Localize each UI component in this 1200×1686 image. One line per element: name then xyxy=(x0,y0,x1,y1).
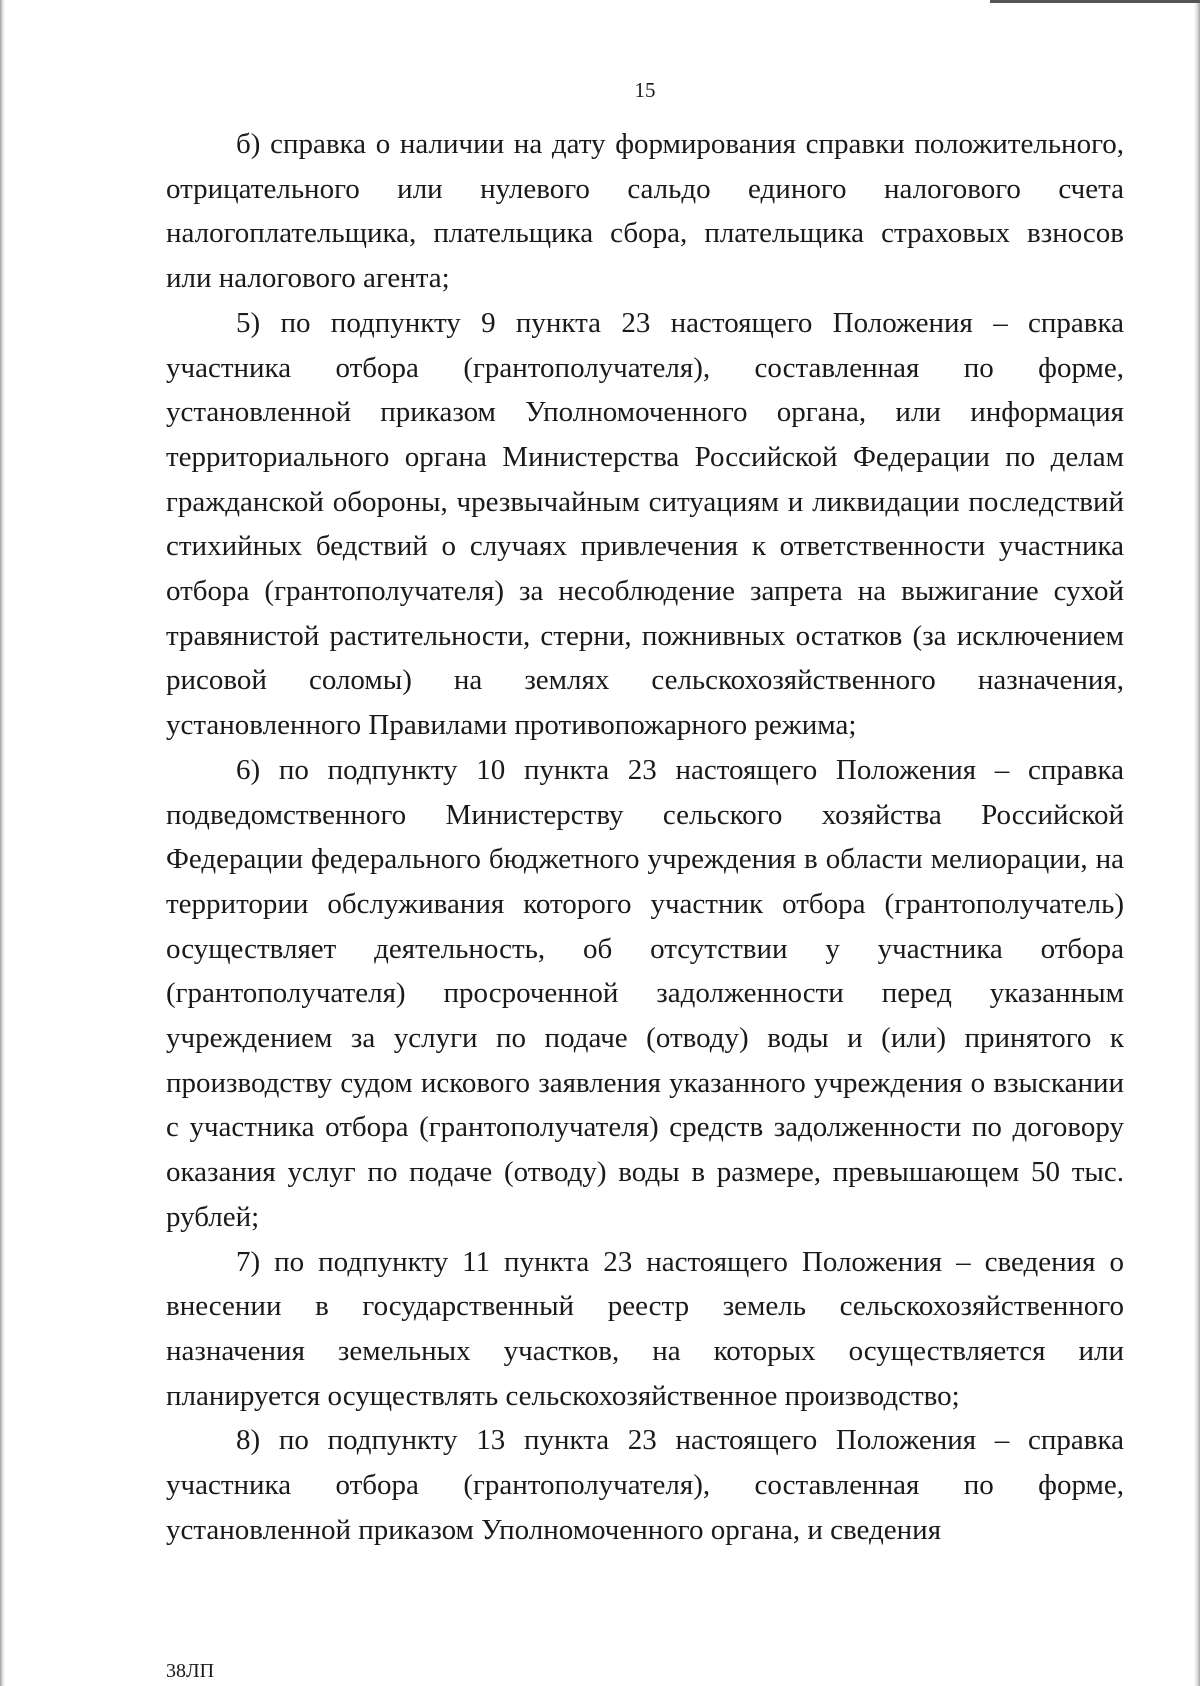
paragraph-7: 7) по подпункту 11 пункта 23 настоящего Положения – сведения о внесении в государственный реестр земель сельскохозяйственного назначения земельных участков, на которых осуществляется или планируется осуществлять сельскохозяйственное производство; xyxy=(166,1245,1124,1412)
page-number: 15 xyxy=(634,78,656,102)
document-body xyxy=(166,122,1124,1553)
paragraph-6: 6) по подпункту 10 пункта 23 настоящего Положения – справка подведомственного Министерству сельского хозяйства Российской Федерации федерального бюджетного учреждения в области мелиорации, на территории обслуживания которого участник отбора (грантополучатель) осуществляет деятельность, об отсутствии у участника отбора (грантополучателя) просроченной задолженности перед указанным учреждением за услуги по подаче (отводу) воды и (или) принятого к производству судом искового заявления указанного учреждения о взыскании с участника отбора (грантополучателя) средств задолженности по договору оказания услуг по подаче (отводу) воды в размере, превышающем 50 тыс. рублей; xyxy=(166,753,1124,1233)
paragraph-b: б) справка о наличии на дату формирования справки положительного, отрицательного или нулевого сальдо единого налогового счета налогоплательщика, плательщика сбора, плательщика страховых взносов или налогового агента; xyxy=(166,128,1124,295)
footer-document-code: 38ЛП xyxy=(166,1660,215,1682)
paragraph-8: 8) по подпункту 13 пункта 23 настоящего Положения – справка участника отбора (грантополучателя), составленная по форме, установленной приказом Уполномоченного органа, и сведения xyxy=(166,1424,1124,1546)
paragraph-5: 5) по подпункту 9 пункта 23 настоящего Положения – справка участника отбора (грантополучателя), составленная по форме, установленной приказом Уполномоченного органа, или информация территориального органа Министерства Российской Федерации по делам гражданской обороны, чрезвычайным ситуациям и ликвидации последствий стихийных бедствий о случаях привлечения к ответственности участника отбора (грантополучателя) за несоблюдение запрета на выжигание сухой травянистой растительности, стерни, пожнивных остатков (за исключением рисовой соломы) на землях сельскохозяйственного назначения, установленного Правилами противопожарного режима; xyxy=(166,306,1124,742)
scan-edge-left xyxy=(0,0,5,1686)
scan-edge-top xyxy=(990,0,1200,3)
scan-edge-right xyxy=(1194,0,1200,1686)
